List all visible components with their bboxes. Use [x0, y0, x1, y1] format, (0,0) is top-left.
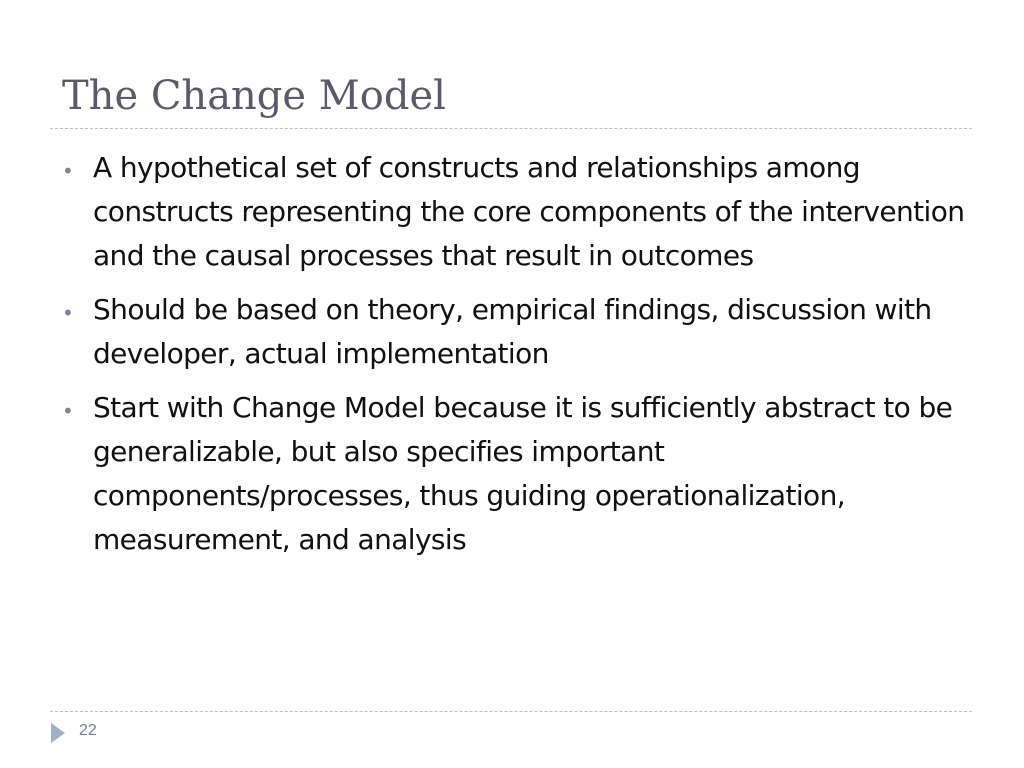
slide-title: The Change Model	[62, 73, 446, 119]
bullet-text: Should be based on theory, empirical findings, discussion with developer, actual implementation	[93, 293, 932, 370]
triangle-right-icon	[51, 723, 65, 743]
page-number: 22	[79, 722, 97, 739]
bullet-item	[60, 288, 970, 376]
bullet-list	[60, 146, 970, 572]
bullet-item	[60, 386, 970, 562]
title-divider	[50, 128, 972, 129]
bullet-dot-icon: •	[62, 159, 74, 183]
bullet-dot-icon: •	[62, 399, 74, 423]
footer-divider	[50, 711, 972, 712]
bullet-item	[60, 146, 970, 278]
bullet-text: A hypothetical set of constructs and relationships among constructs representing the core components of the intervention and the causal processes that result in outcomes	[93, 151, 965, 272]
bullet-text: Start with Change Model because it is sufficiently abstract to be generalizable, but also specifies important components/processes, thus guiding operationalization, measurement, and analysis	[93, 391, 953, 556]
bullet-dot-icon: •	[62, 301, 74, 325]
